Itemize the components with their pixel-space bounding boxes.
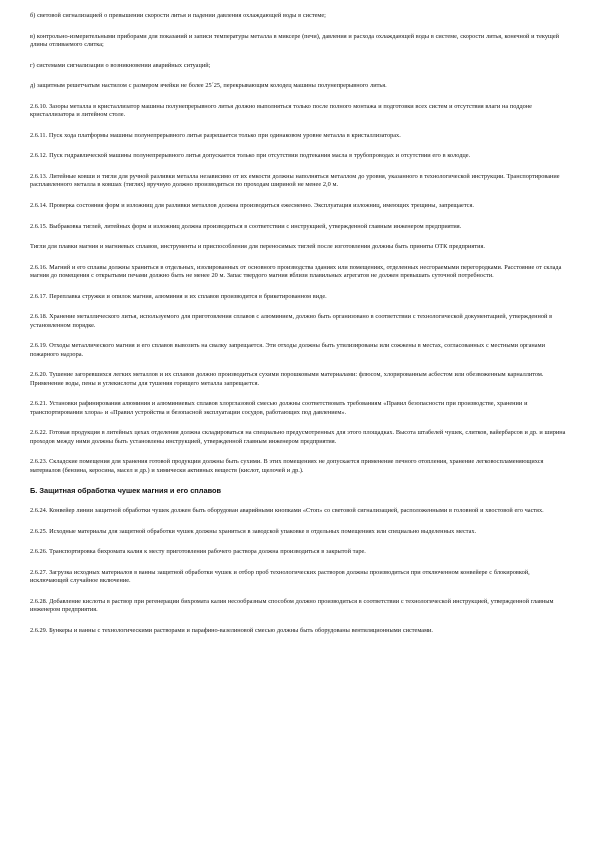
paragraph: в) контрольно-измерительными приборами для показаний и записи температуры металла в миксере (печи), давления и расхода охлаждающей воды в системе, скорости литья, конечной и текущей длины отливаемого слитка;: [30, 32, 560, 48]
paragraph: 2.6.14. Проверка состояния форм и изложниц для разливки металлов должна производиться ежесменно. Эксплуатация изложниц, имеющих трещины, запрещается.: [30, 201, 474, 209]
paragraph: 2.6.26. Транспортировка бихромата калия к месту приготовления рабочего раствора должна производиться в закрытой таре.: [30, 548, 366, 556]
paragraph: 2.6.24. Конвейер линии защитной обработки чушек должен быть оборудован аварийными кнопками «Стоп» со световой сигнализацией, расположенными в головной и хвостовой его частях.: [30, 507, 544, 515]
paragraph: 2.6.16. Магний и его сплавы должны храниться в отдельных, изолированных от основного производства зданиях или помещениях, отделенных несгораемыми перегородками. Расстояние от склада магния до помещения с открытыми печами должно быть не менее 20 м. Запас твердого магния вблизи плавильных агрегатов не должен превышать суточной потребности.: [30, 263, 562, 280]
paragraph: г) системами сигнализации о возникновении аварийных ситуаций;: [30, 61, 211, 69]
paragraph: б) световой сигнализацией о превышении скорости литья и падении давления охлаждающей воды в системе;: [30, 12, 326, 19]
paragraph: 2.6.18. Хранение металлического литья, используемого для приготовления сплавов с алюминием, должно быть организовано в соответствии с технологической документацией, утвержденной в установленном порядке.: [30, 313, 553, 329]
paragraph: 2.6.15. Выбраковка тиглей, литейных форм и изложниц должна производиться в соответствии с инструкцией, утвержденной главным инженером предприятия.: [30, 222, 462, 230]
paragraph: 2.6.17. Переплавка стружки и опилок магния, алюминия и их сплавов производится в брикетированном виде.: [30, 292, 327, 300]
document-page: [30, 12, 566, 648]
paragraph: 2.6.12. Пуск гидравлической машины полунепрерывного литья допускается только при отсутствии подтекания масла в трубопроводах и отсутствии его в колодце.: [30, 152, 471, 160]
paragraph: 2.6.13. Литейные ковши и тигли для ручной разливки металла независимо от их емкости должны наполняться металлом до уровня, указанного в технологической инструкции. Транспортирование расплавленного металла в ковшах (тиглях) вручную должно производиться по проходам шириной не менее 2,0 м.: [30, 172, 560, 189]
paragraph: 2.6.25. Исходные материалы для защитной обработки чушек должны храниться в заводской упаковке в отдельных помещениях или специально выделенных местах.: [30, 527, 477, 535]
paragraph: д) защитным решетчатым настилом с размером ячейки не более 25´25, перекрывающим колодец машины полунепрерывного литья.: [30, 82, 387, 90]
section-heading: Б. Защитная обработка чушек магния и его сплавов: [30, 486, 222, 496]
paragraph: 2.6.10. Зазоры металла в кристаллизатор машины полунепрерывного литья должно выполняться только после полного монтажа и подготовки всех систем и отсутствия влаги на поддоне кристаллизатора и литейном столе.: [30, 102, 532, 119]
paragraph: 2.6.21. Установки рафинирования алюминия и алюминиевых сплавов хлорглазовой смесью должны соответствовать требованиям «Правил безопасности при производстве, хранении и транспортировании хлора» и «Правил устройства и безопасной эксплуатации сосудов, работающих под давлением».: [30, 400, 528, 416]
paragraph: 2.6.11. Пуск хода платформы машины полунепрерывного литья разрешается только при одинаковом уровне металла в кристаллизаторах.: [30, 131, 401, 139]
paragraph: 2.6.28. Добавление кислоты в раствор при регенерации бихромата калия несообразным способом должно производиться в соответствии с технологической инструкцией, утвержденной главным инженером предприятия.: [30, 597, 554, 614]
paragraph: 2.6.29. Бункеры и ванны с технологическими растворами и парафино-вазелиновой смесью должны быть оборудованы вентиляционными системами.: [30, 626, 433, 634]
paragraph: Тигли для плавки магния и магниевых сплавов, инструменты и приспособления для переносимых тиглей после изготовления должны быть приняты ОТК предприятия.: [30, 243, 485, 251]
paragraph: 2.6.23. Складские помещения для хранения готовой продукции должны быть сухими. В этих помещениях не допускается применение печного отопления, хранение легковоспламеняющихся материалов (бензина, керосина, масел и др.) и химически активных веществ (кислот, щелочей и др.).: [30, 458, 544, 474]
paragraph: 2.6.19. Отходы металлического магния и его сплавов вывозить на свалку запрещается. Эти отходы должны быть утилизированы или сожжены в местах, согласованных с местными органами пожарного надзора.: [30, 342, 545, 358]
paragraph: 2.6.22. Готовая продукция в литейных цехах отделения должна складироваться на специально предусмотренных для этого площадках. Высота штабелей чушек, слитков, вайербарсов и др. и ширина проходов между ними должны быть установлены инструкцией, утвержденной главным инженером предприятия.: [30, 429, 566, 445]
paragraph: 2.6.20. Тушение загоревшихся легких металлов и их сплавов должно производиться сухими порошковыми материалами: флюсом, хлорированным асбестом или обезвоженным карналлитом. Применение воды, пены и углекислоты для тушения горящего металла запрещается.: [30, 371, 544, 387]
paragraph: 2.6.27. Загрузка исходных материалов в ванны защитной обработки чушек и отбор проб технологических растворов должны производиться при отключенном конвейере с блокировкой, исключающей случайное включение.: [30, 568, 530, 585]
